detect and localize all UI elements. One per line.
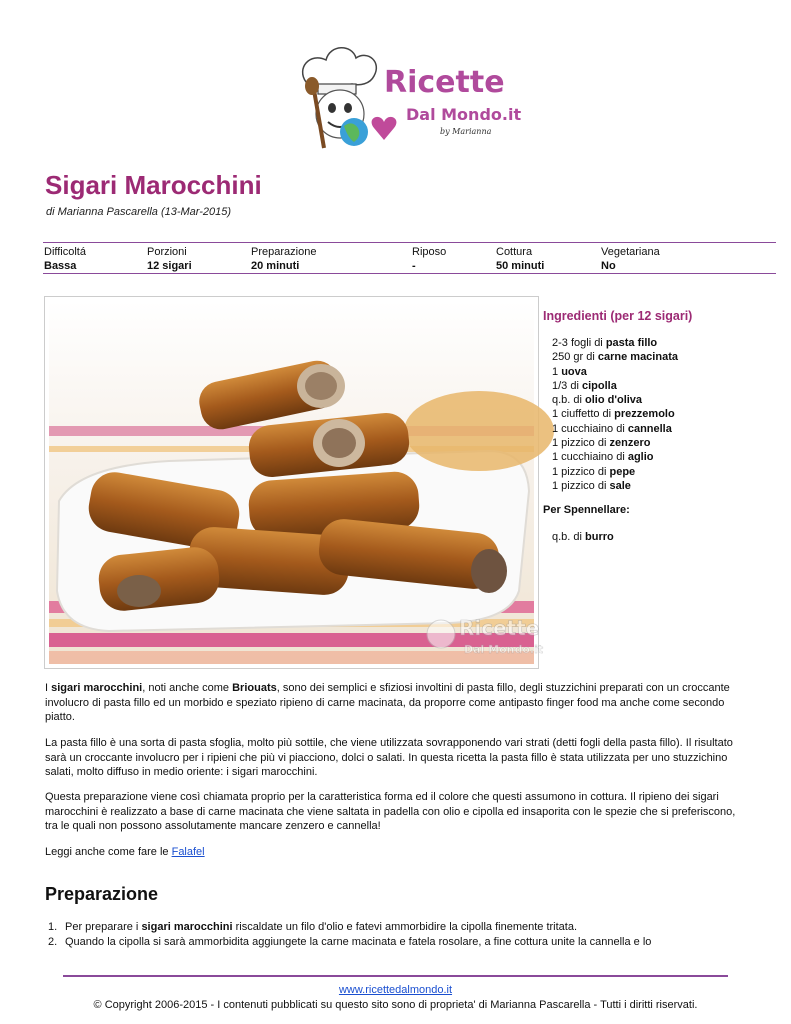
meta-vegetarian: Vegetariana No (601, 246, 660, 272)
intro-paragraph-2: La pasta fillo è una sorta di pasta sfoglia, molto più sottile, che viene utilizzata sovrapponendo vari strati (detti fogli della pasta fillo). Il risultato sarà un croccante involucro per i ripieni che più vi piacciono, dolci o salati. In questa ricetta la pasta fillo è stata utilizzata per uno stuzzichino salati, molto diffuso in medio oriente: i sigari marocchini. (45, 737, 733, 778)
falafel-link[interactable]: Falafel (171, 846, 205, 858)
sigari-photo-illustration (49, 301, 544, 664)
ingredient-item: 1 pizzico di zenzero (552, 437, 651, 450)
see-also-paragraph: Leggi anche come fare le Falafel (45, 846, 205, 858)
ingredient-item: 1 pizzico di sale (552, 479, 631, 492)
step-item: 2. Quando la cipolla si sarà ammorbidita aggiungete la carne macinata e fatela rosolare, a fine cottura unite la cannella e lo (48, 935, 652, 948)
recipe-title: Sigari Marocchini (45, 170, 262, 200)
meta-difficulty: Difficoltá Bassa (44, 246, 86, 272)
ingredient-item: 1 uova (552, 365, 587, 378)
ingredients-title: Ingredienti (per 12 sigari) (543, 309, 693, 323)
step-item: 1. Per preparare i sigari marocchini riscaldate un filo d'olio e fatevi ammorbidire la cipolla finemente tritata. (48, 921, 578, 933)
svg-text:Ricette: Ricette (459, 616, 540, 640)
meta-cook-time: Cottura 50 minuti (496, 246, 545, 272)
preparation-steps (48, 920, 748, 949)
ingredient-item: 1/3 di cipolla (552, 379, 617, 392)
ingredient-item: 1 cucchiaino di aglio (552, 451, 654, 464)
ingredient-item: 1 ciuffetto di prezzemolo (552, 408, 675, 421)
recipe-meta-table (43, 242, 776, 274)
footer-site (0, 984, 791, 996)
recipe-photo (44, 296, 544, 669)
intro-paragraph-3: Questa preparazione viene così chiamata proprio per la caratteristica forma ed il colore che questi assumono in cottura. Il ripieno dei sigari marocchini è realizzato a base di carne macinata che viene saltata in padella con olio e cipolla ed insaporita con le spezie che si preferiscono, tra le quali non possono assolutamente mancare zenzero e cannella! (45, 791, 736, 832)
svg-text:Dal Mondo.it: Dal Mondo.it (464, 643, 544, 656)
ingredient-item: 250 gr di carne macinata (552, 351, 678, 364)
preparation-title: Preparazione (45, 884, 159, 904)
meta-prep-time: Preparazione 20 minuti (251, 246, 317, 272)
footer-site-link[interactable]: www.ricettedalmondo.it (338, 984, 453, 996)
ingredient-item: q.b. di burro (552, 531, 614, 543)
ingredient-item: q.b. di olio d'oliva (552, 394, 643, 407)
recipe-byline: di Marianna Pascarella (13-Mar-2015) (46, 206, 232, 218)
meta-rest-time: Riposo - (412, 246, 447, 272)
brushing-list (552, 530, 614, 544)
site-logo[interactable] (296, 40, 522, 156)
ingredient-item: 1 pizzico di pepe (552, 465, 636, 478)
ingredient-item: 1 cucchiaino di cannella (552, 422, 672, 435)
brushing-title: Per Spennellare: (543, 504, 630, 516)
intro-paragraph-1: I sigari marocchini, noti anche come Briouats, sono dei semplici e sfiziosi involtini di pasta fillo, degli stuzzichini preparati con un croccante involucro di pasta fillo ed un morbido e speziato ripieno di carne macinata, da proporre come antipasto finger food ma anche come secondo piatto. (45, 682, 730, 723)
svg-text:by Marianna: by Marianna (440, 127, 492, 136)
footer-divider (63, 975, 728, 977)
chef-mascot-icon (296, 40, 522, 156)
svg-text:Ricette: Ricette (384, 65, 505, 100)
footer-copyright: © Copyright 2006-2015 - I contenuti pubblicati su questo sito sono di proprieta' di Marianna Pascarella - Tutti i diritti riservati. (93, 999, 698, 1011)
meta-servings: Porzioni 12 sigari (147, 246, 192, 272)
ingredients-list (552, 336, 678, 493)
svg-text:Dal Mondo.it: Dal Mondo.it (406, 105, 522, 124)
ingredient-item: 2-3 fogli di pasta fillo (552, 337, 658, 349)
